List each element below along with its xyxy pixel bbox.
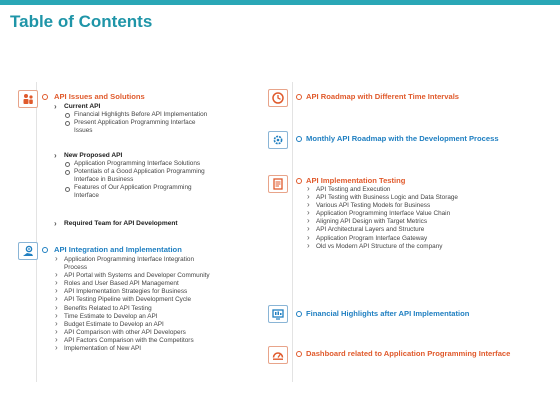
list-item: › Time Estimate to Develop an API bbox=[54, 313, 210, 321]
list-item: › API Testing with Business Logic and Data Storage bbox=[306, 194, 458, 202]
list-item: › API Portal with Systems and Developer Community bbox=[54, 272, 210, 280]
hand-gear-icon bbox=[18, 242, 38, 260]
list-item: › API Testing and Execution bbox=[306, 186, 458, 194]
list-item: › API Comparison with other API Developers bbox=[54, 329, 210, 337]
section-title-testing[interactable]: API Implementation Testing bbox=[306, 176, 406, 185]
timeline-dot bbox=[296, 311, 302, 317]
list-item-continued: Interface in Business bbox=[74, 176, 134, 184]
section-title-monthly[interactable]: Monthly API Roadmap with the Development Process bbox=[306, 134, 499, 143]
integration-list bbox=[54, 256, 210, 353]
dashboard-icon bbox=[268, 346, 288, 364]
section-title-issues[interactable]: API Issues and Solutions bbox=[54, 92, 145, 101]
list-item: › API Factors Comparison with the Competitors bbox=[54, 337, 210, 345]
sub-heading-current-api: › Current API bbox=[64, 103, 100, 110]
monitor-icon bbox=[268, 305, 288, 323]
list-item: Potentials of a Good Application Programming bbox=[64, 168, 205, 176]
gear-icon bbox=[268, 131, 288, 149]
timeline-dot bbox=[296, 136, 302, 142]
list-item: Application Programming Interface Solutions bbox=[64, 160, 205, 168]
page-title: Table of Contents bbox=[10, 12, 153, 31]
testing-list bbox=[306, 186, 458, 251]
top-accent-bar bbox=[0, 0, 560, 5]
current-api-list bbox=[64, 111, 207, 135]
timeline-dot bbox=[42, 94, 48, 100]
right-timeline-line bbox=[292, 82, 293, 382]
list-item: Present Application Programming Interface bbox=[64, 119, 207, 127]
list-item-continued: Process bbox=[64, 264, 88, 272]
section-title-dashboard[interactable]: Dashboard related to Application Programming Interface bbox=[306, 349, 511, 358]
team-icon bbox=[18, 90, 38, 108]
sub-heading-new-api: › New Proposed API bbox=[64, 152, 122, 159]
timeline-dot bbox=[296, 94, 302, 100]
list-item: › Application Programming Interface Integration bbox=[54, 256, 210, 264]
timeline-dot bbox=[296, 178, 302, 184]
list-item: › Application Programming Interface Value Chain bbox=[306, 210, 458, 218]
list-item: › Implementation of New API bbox=[54, 345, 210, 353]
list-item: › API Testing Pipeline with Development Cycle bbox=[54, 296, 210, 304]
section-title-financial[interactable]: Financial Highlights after API Implementation bbox=[306, 309, 470, 318]
clock-icon bbox=[268, 89, 288, 107]
sub-heading-required-team: › Required Team for API Development bbox=[64, 220, 178, 227]
timeline-dot bbox=[296, 351, 302, 357]
list-item: › API Architectural Layers and Structure bbox=[306, 226, 458, 234]
list-item: › Application Program Interface Gateway bbox=[306, 235, 458, 243]
list-item: › Benefits Related to API Testing bbox=[54, 305, 210, 313]
list-item: › Aligning API Design with Target Metrics bbox=[306, 218, 458, 226]
list-item: › Various API Testing Models for Business bbox=[306, 202, 458, 210]
section-title-integration[interactable]: API Integration and Implementation bbox=[54, 245, 182, 254]
list-item: Features of Our Application Programming bbox=[64, 184, 205, 192]
timeline-dot bbox=[42, 247, 48, 253]
list-item: › Budget Estimate to Develop an API bbox=[54, 321, 210, 329]
list-item: Financial Highlights Before API Implementation bbox=[64, 111, 207, 119]
list-item: › Old vs Modern API Structure of the company bbox=[306, 243, 458, 251]
list-item-continued: Issues bbox=[74, 127, 93, 135]
list-item: › Roles and User Based API Management bbox=[54, 280, 210, 288]
left-timeline-line bbox=[36, 82, 37, 382]
document-icon bbox=[268, 175, 288, 193]
new-api-list bbox=[64, 160, 205, 200]
list-item: › API Implementation Strategies for Business bbox=[54, 288, 210, 296]
list-item-continued: Interface bbox=[74, 192, 99, 200]
section-title-roadmap[interactable]: API Roadmap with Different Time Intervals bbox=[306, 92, 460, 101]
